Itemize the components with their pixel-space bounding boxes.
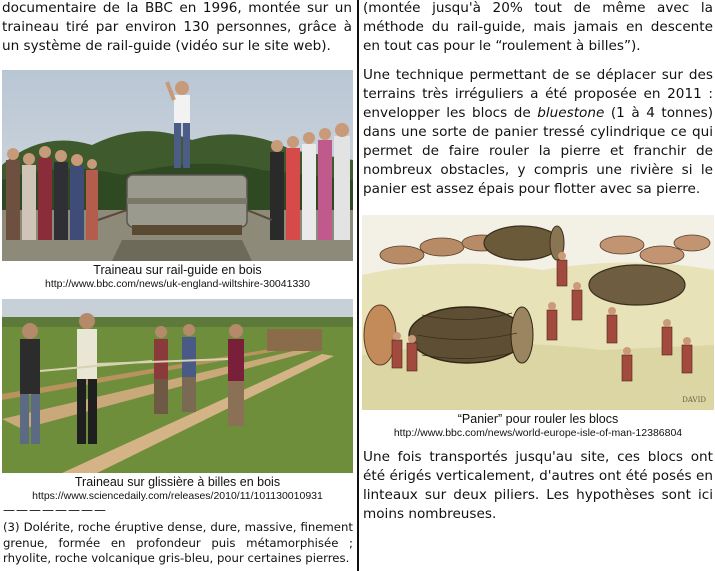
illustration-url[interactable]: http://www.bbc.com/news/world-europe-isle-of-man-12386804 [393, 427, 683, 439]
illustrator-signature: DAVID [682, 396, 706, 404]
p2-text-end: (1 à 4 tonnes) dans une sorte de panier tressé cylindrique ce qui permet de faire rouler la pierre et franchir de nombreux obstacles, y compris une rivière si le panier est assez épais pour flotter avec sa pierre. [363, 105, 713, 197]
bluestone-term: bluestone [537, 105, 605, 121]
illustration-caption [362, 412, 714, 440]
sled-ballbearing-photo [2, 299, 353, 473]
paragraph-erection: Une fois transportés jusqu'au site, ces blocs ont été érigés verticalement, d'autres ont été posés en linteaux sur deux piliers. Les hypothèses sont ici moins nombreuses. [363, 449, 713, 522]
photo1-title: Traineau sur rail-guide en bois [93, 263, 262, 277]
p2-text-start: Une technique permettant de se déplacer sur des terrains très irréguliers a été proposée en 2011 : envelopper les blocs de [363, 67, 713, 121]
sled-ballbearing-photo-image [2, 299, 353, 473]
photo1-url[interactable]: http://www.bbc.com/news/uk-england-wiltshire-30041330 [45, 278, 310, 290]
photo2-caption [2, 475, 353, 503]
column-divider [357, 0, 359, 571]
footnote-3: (3) Dolérite, roche éruptive dense, dure, massive, finement grenue, formée en profondeur puis métamorphisée ; rhyolite, roche volcanique gris-bleu, pour certaines pierres. [3, 520, 353, 565]
photo1-caption [2, 263, 353, 291]
basket-illustration-image [362, 215, 714, 410]
footnote-separator: ———————— [3, 503, 107, 517]
intro-paragraph: documentaire de la BBC en 1996, montée sur un traineau tiré par environ 130 personnes, grâce à un système de rail-guide (vidéo sur le site web). [2, 0, 352, 54]
sled-rail-photo-image [2, 70, 353, 261]
photo2-title: Traineau sur glissière à billes en bois [74, 475, 281, 489]
sled-rail-photo [2, 70, 353, 261]
basket-illustration [362, 215, 714, 410]
paragraph-basket-technique [363, 66, 713, 199]
illustration-title: “Panier” pour rouler les blocs [457, 412, 619, 426]
paragraph-continuation: (montée jusqu'à 20% tout de même avec la méthode du rail-guide, mais jamais en descente en tout cas pour le “roulement à billes”). [363, 0, 713, 54]
photo2-url[interactable]: https://www.sciencedaily.com/releases/2010/11/101130010931 [32, 490, 323, 502]
